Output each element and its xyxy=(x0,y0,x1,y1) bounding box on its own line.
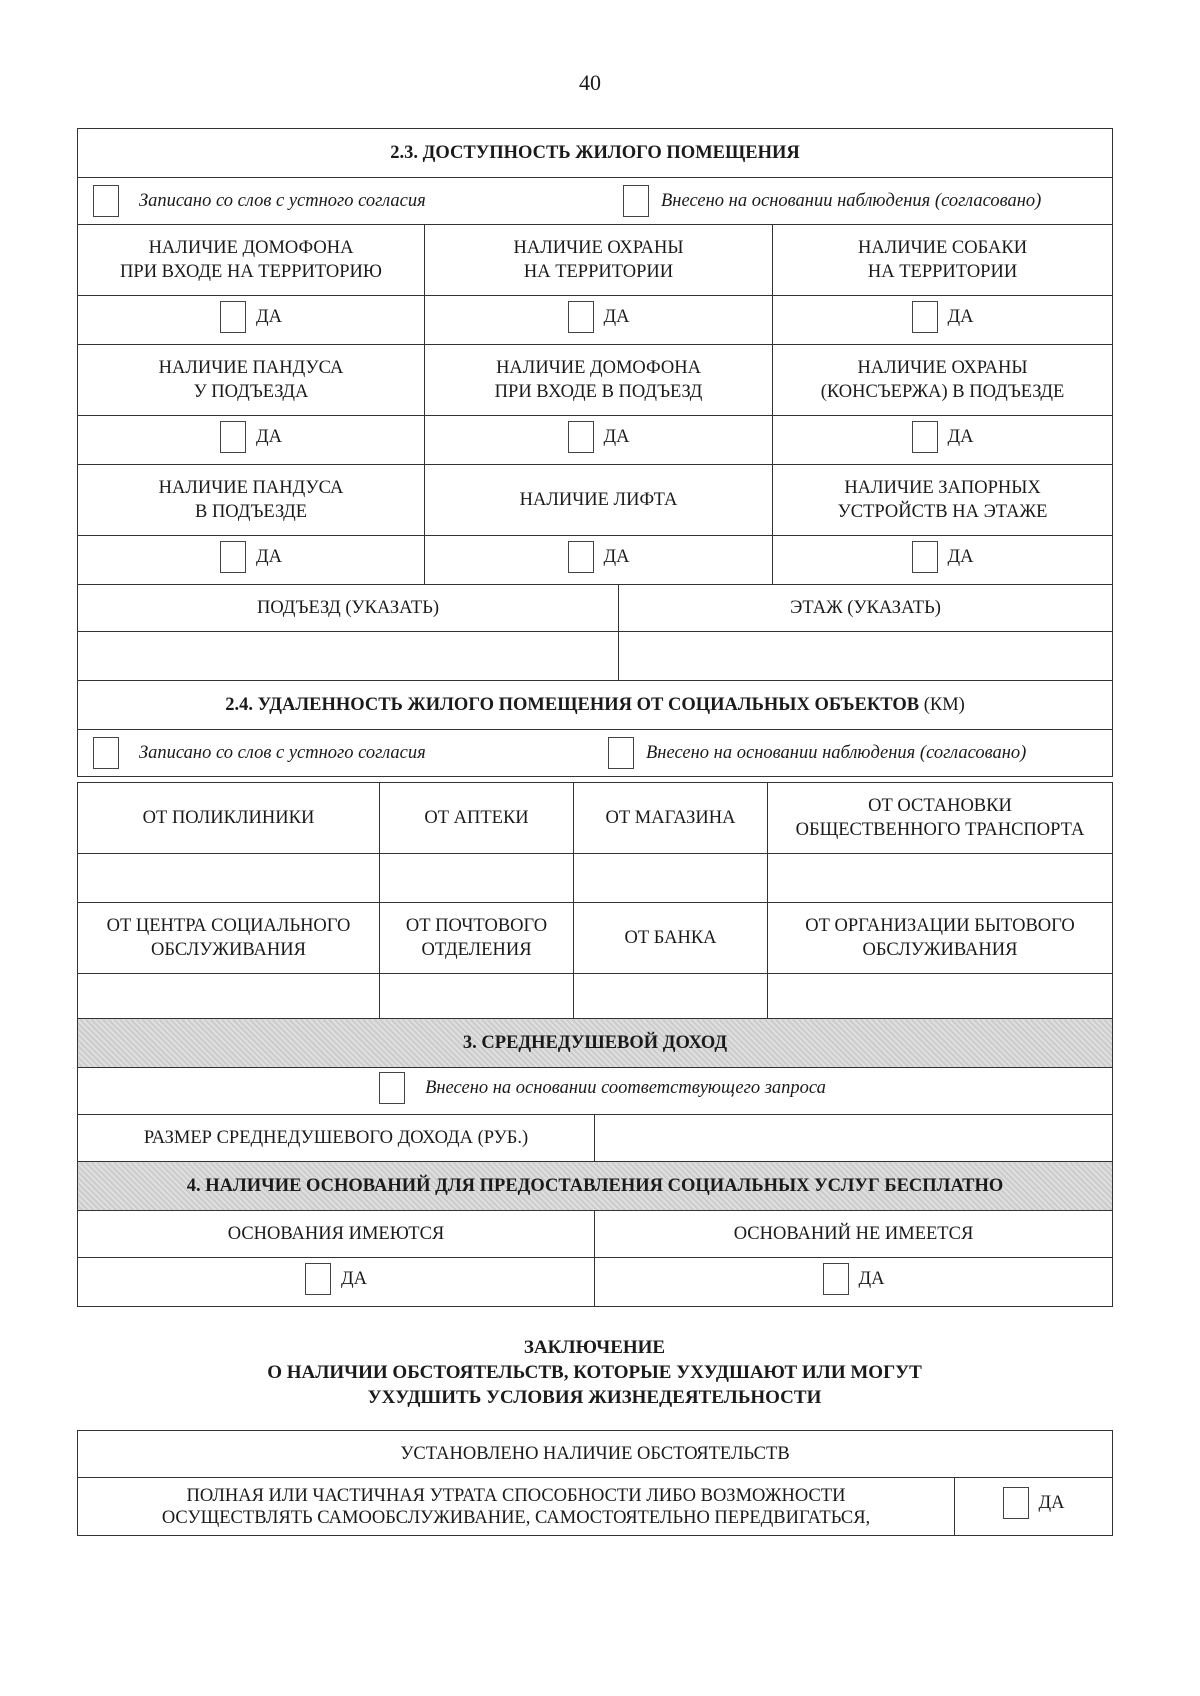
dist-clinic-input[interactable] xyxy=(78,854,380,903)
observation-checkbox[interactable] xyxy=(623,185,649,217)
section-3-title: 3. СРЕДНЕДУШЕВОЙ ДОХОД xyxy=(78,1019,1113,1068)
verbal-consent-checkbox-2[interactable] xyxy=(93,737,119,769)
yes-label: ДА xyxy=(256,306,282,327)
dist-social-center-label: ОТ ЦЕНТРА СОЦИАЛЬНОГО ОБСЛУЖИВАНИЯ xyxy=(78,903,380,974)
no-grounds-checkbox[interactable] xyxy=(823,1263,849,1295)
dist-bank-input[interactable] xyxy=(574,974,768,1023)
ramp-entrance-checkbox[interactable] xyxy=(220,421,246,453)
verbal-consent-label: Записано со слов с устного согласия xyxy=(139,191,426,211)
intercom-entrance-checkbox[interactable] xyxy=(568,421,594,453)
grounds-exist-label: ОСНОВАНИЯ ИМЕЮТСЯ xyxy=(78,1211,595,1258)
floor-input[interactable] xyxy=(619,632,1113,681)
section-2-4-title: 2.4. УДАЛЕННОСТЬ ЖИЛОГО ПОМЕЩЕНИЯ ОТ СОЦИАЛЬНЫХ ОБЪЕКТОВ (КМ) xyxy=(78,681,1113,730)
dist-social-center-input[interactable] xyxy=(78,974,380,1023)
yes-label: ДА xyxy=(603,426,630,447)
dog-territory-label: НАЛИЧИЕ СОБАКИ НА ТЕРРИТОРИИ xyxy=(773,225,1113,296)
yes-label: ДА xyxy=(947,426,974,447)
security-territory-checkbox[interactable] xyxy=(568,301,594,333)
elevator-label: НАЛИЧИЕ ЛИФТА xyxy=(425,465,773,536)
dist-post-input[interactable] xyxy=(380,974,574,1023)
verbal-consent-label-2: Записано со слов с устного согласия xyxy=(139,743,426,763)
dist-transport-label: ОТ ОСТАНОВКИ ОБЩЕСТВЕННОГО ТРАНСПОРТА xyxy=(768,783,1113,854)
self-care-loss-checkbox[interactable] xyxy=(1003,1487,1029,1519)
ramp-inside-label: НАЛИЧИЕ ПАНДУСА В ПОДЪЕЗДЕ xyxy=(78,465,425,536)
conclusion-table xyxy=(77,1430,1113,1536)
request-checkbox[interactable] xyxy=(379,1072,405,1104)
dist-shop-input[interactable] xyxy=(574,854,768,903)
yes-label: ДА xyxy=(603,546,630,567)
intercom-entrance-label: НАЛИЧИЕ ДОМОФОНА ПРИ ВХОДЕ В ПОДЪЕЗД xyxy=(425,345,773,416)
conclusion-heading: ЗАКЛЮЧЕНИЕ О НАЛИЧИИ ОБСТОЯТЕЛЬСТВ, КОТОРЫЕ УХУДШАЮТ ИЛИ МОГУТ УХУДШИТЬ УСЛОВИЯ ЖИЗНЕДЕЯТЕЛЬНОСТИ xyxy=(267,1337,922,1408)
verbal-consent-checkbox[interactable] xyxy=(93,185,119,217)
yes-label: ДА xyxy=(947,306,974,327)
page-number: 40 xyxy=(579,70,601,95)
dist-services-input[interactable] xyxy=(768,974,1113,1023)
dog-territory-checkbox[interactable] xyxy=(912,301,938,333)
yes-label: ДА xyxy=(947,546,974,567)
dist-pharmacy-input[interactable] xyxy=(380,854,574,903)
unit-km: (КМ) xyxy=(923,695,965,715)
form-table-main xyxy=(77,128,1113,777)
established-label: УСТАНОВЛЕНО НАЛИЧИЕ ОБСТОЯТЕЛЬСТВ xyxy=(78,1431,1113,1478)
yes-label: ДА xyxy=(256,426,282,447)
income-label: РАЗМЕР СРЕДНЕДУШЕВОГО ДОХОДА (РУБ.) xyxy=(78,1115,595,1162)
observation-checkbox-2[interactable] xyxy=(608,737,634,769)
ramp-entrance-label: НАЛИЧИЕ ПАНДУСА У ПОДЪЕЗДА xyxy=(78,345,425,416)
security-territory-label: НАЛИЧИЕ ОХРАНЫ НА ТЕРРИТОРИИ xyxy=(425,225,773,296)
observation-label: Внесено на основании наблюдения (согласовано) xyxy=(661,191,1042,211)
yes-label: ДА xyxy=(256,546,282,567)
distance-table xyxy=(77,782,1113,1023)
dist-pharmacy-label: ОТ АПТЕКИ xyxy=(380,783,574,854)
request-label: Внесено на основании соответствующего запроса xyxy=(425,1077,826,1098)
floor-label: ЭТАЖ (УКАЗАТЬ) xyxy=(619,585,1113,632)
dist-post-label: ОТ ПОЧТОВОГО ОТДЕЛЕНИЯ xyxy=(380,903,574,974)
section-4-title: 4. НАЛИЧИЕ ОСНОВАНИЙ ДЛЯ ПРЕДОСТАВЛЕНИЯ СОЦИАЛЬНЫХ УСЛУГ БЕСПЛАТНО xyxy=(78,1162,1113,1211)
locking-devices-label: НАЛИЧИЕ ЗАПОРНЫХ УСТРОЙСТВ НА ЭТАЖЕ xyxy=(773,465,1113,536)
yes-label: ДА xyxy=(858,1268,885,1289)
intercom-territory-label: НАЛИЧИЕ ДОМОФОНА ПРИ ВХОДЕ НА ТЕРРИТОРИЮ xyxy=(78,225,425,296)
yes-label: ДА xyxy=(1038,1493,1065,1513)
elevator-checkbox[interactable] xyxy=(568,541,594,573)
ramp-inside-checkbox[interactable] xyxy=(220,541,246,573)
dist-services-label: ОТ ОРГАНИЗАЦИИ БЫТОВОГО ОБСЛУЖИВАНИЯ xyxy=(768,903,1113,974)
income-table xyxy=(77,1018,1113,1307)
section-2-3-title: 2.3. ДОСТУПНОСТЬ ЖИЛОГО ПОМЕЩЕНИЯ xyxy=(78,129,1113,178)
concierge-label: НАЛИЧИЕ ОХРАНЫ (КОНСЪЕРЖА) В ПОДЪЕЗДЕ xyxy=(773,345,1113,416)
income-input[interactable] xyxy=(595,1115,1113,1162)
no-grounds-label: ОСНОВАНИЙ НЕ ИМЕЕТСЯ xyxy=(595,1211,1113,1258)
locking-devices-checkbox[interactable] xyxy=(912,541,938,573)
entrance-label: ПОДЪЕЗД (УКАЗАТЬ) xyxy=(78,585,619,632)
grounds-exist-checkbox[interactable] xyxy=(305,1263,331,1295)
self-care-loss-label: ПОЛНАЯ ИЛИ ЧАСТИЧНАЯ УТРАТА СПОСОБНОСТИ ЛИБО ВОЗМОЖНОСТИ ОСУЩЕСТВЛЯТЬ САМООБСЛУЖИВАНИЕ, САМОСТОЯТЕЛЬНО ПЕРЕДВИГАТЬСЯ, xyxy=(78,1478,955,1536)
dist-bank-label: ОТ БАНКА xyxy=(574,903,768,974)
intercom-territory-checkbox[interactable] xyxy=(220,301,246,333)
dist-shop-label: ОТ МАГАЗИНА xyxy=(574,783,768,854)
yes-label: ДА xyxy=(341,1268,367,1289)
dist-transport-input[interactable] xyxy=(768,854,1113,903)
yes-label: ДА xyxy=(603,306,630,327)
concierge-checkbox[interactable] xyxy=(912,421,938,453)
dist-clinic-label: ОТ ПОЛИКЛИНИКИ xyxy=(78,783,380,854)
entrance-input[interactable] xyxy=(78,632,619,681)
observation-label-2: Внесено на основании наблюдения (согласовано) xyxy=(646,743,1027,763)
